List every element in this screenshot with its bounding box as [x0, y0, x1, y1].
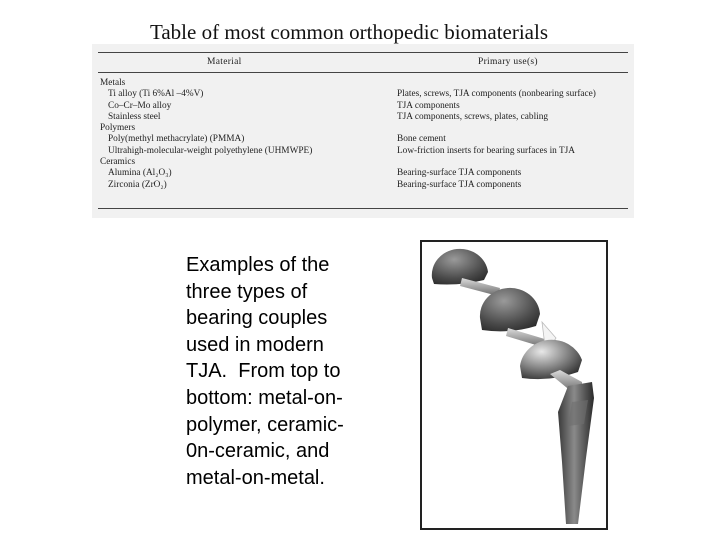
- material-cell: Alumina (Al₂O₃): [108, 168, 172, 179]
- primary-use-cell: TJA components, screws, plates, cabling: [397, 111, 549, 122]
- implant-bottom-metal-on-metal: [520, 340, 582, 392]
- primary-use-cell: Plates, screws, TJA components (nonbearing surface): [397, 89, 596, 100]
- primary-use-cell: Bearing-surface TJA components: [397, 168, 522, 179]
- table-top-rule: [98, 52, 628, 53]
- primary-use-cell: TJA components: [397, 100, 460, 111]
- material-cell: Ti alloy (Ti 6%Al –4%V): [108, 89, 204, 100]
- header-primary-use: Primary use(s): [478, 57, 538, 67]
- material-group-label: Polymers: [100, 123, 136, 134]
- material-group-label: Ceramics: [100, 157, 136, 168]
- table-row: [92, 101, 634, 112]
- biomaterials-table: [92, 44, 634, 218]
- material-cell: Ultrahigh-molecular-weight polyethylene (UHMWPE): [108, 145, 313, 156]
- table-row: [92, 134, 634, 145]
- table-bottom-rule: [98, 208, 628, 209]
- femoral-stem: [558, 382, 594, 524]
- slide-title: Table of most common orthopedic biomaterials: [149, 20, 548, 44]
- hip-implant-photo: [420, 240, 608, 530]
- table-group-row: [92, 78, 634, 89]
- implant-top-metal-on-polymer: [432, 249, 500, 296]
- header-material: Material: [207, 57, 242, 67]
- table-group-row: [92, 123, 634, 134]
- table-row: [92, 112, 634, 123]
- material-group-label: Metals: [100, 78, 126, 88]
- table-body: [92, 78, 634, 191]
- table-header-rule: [98, 72, 628, 73]
- primary-use-cell: Low-friction inserts for bearing surfaces in TJA: [397, 145, 575, 156]
- table-row: [92, 168, 634, 179]
- hip-implant-illustration: [422, 242, 606, 528]
- table-group-row: [92, 157, 634, 168]
- primary-use-cell: Bone cement: [397, 134, 446, 145]
- photo-caption: Examples of the three types of bearing couples used in modern TJA. From top to bottom: metal-on- polymer, ceramic- 0n-ceramic, and metal-on-metal.: [186, 254, 344, 489]
- table-row: [92, 146, 634, 157]
- material-cell: Zirconia (ZrO₂): [108, 179, 167, 190]
- primary-use-cell: Bearing-surface TJA components: [397, 179, 522, 190]
- material-cell: Poly(methyl methacrylate) (PMMA): [108, 134, 245, 145]
- table-row: [92, 89, 634, 100]
- table-row: [92, 180, 634, 191]
- material-cell: Co–Cr–Mo alloy: [108, 100, 172, 111]
- material-cell: Stainless steel: [108, 111, 161, 122]
